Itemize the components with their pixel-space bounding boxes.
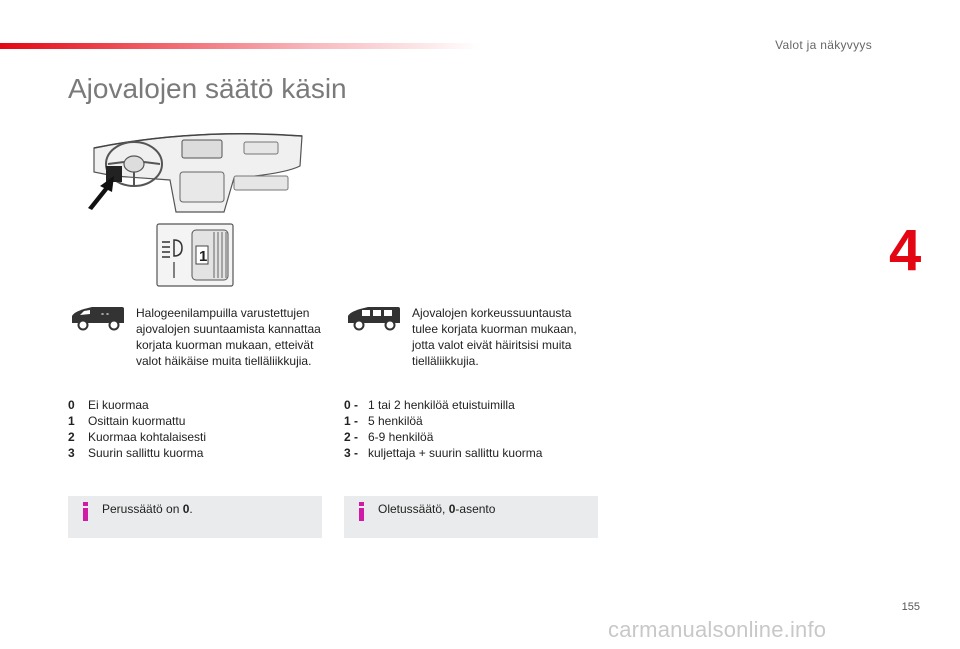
info-text — [378, 502, 495, 516]
watermark: carmanualsonline.info — [608, 617, 827, 642]
page-title: Ajovalojen säätö käsin — [68, 73, 347, 104]
list-key: 3 — [68, 446, 75, 460]
list-key: 1 — [68, 414, 75, 428]
list-text: 6-9 henkilöä — [368, 430, 434, 444]
info-box-factory-setting — [344, 496, 598, 538]
list-item — [344, 413, 542, 429]
load-level-list — [68, 397, 206, 461]
list-item — [68, 397, 206, 413]
list-item — [344, 429, 542, 445]
list-item — [344, 445, 542, 461]
info-icon — [80, 502, 92, 522]
info-icon — [356, 502, 368, 522]
list-item — [68, 413, 206, 429]
list-key: 3 - — [344, 446, 359, 460]
note-line: jotta valot eivät häiritsisi muita — [412, 338, 572, 352]
info-text-prefix: Perussäätö on — [102, 502, 183, 516]
list-item — [68, 445, 206, 461]
list-item — [344, 397, 542, 413]
list-text: Ei kuormaa — [88, 398, 149, 412]
note-line: tulee korjata kuorman mukaan, — [412, 322, 577, 336]
section-title: Valot ja näkyvyys — [775, 38, 872, 52]
info-text-value: 0 — [182, 502, 190, 516]
info-text-prefix: Oletussäätö, — [378, 502, 449, 516]
list-key: 2 — [68, 430, 75, 444]
info-text-suffix: -asento — [455, 502, 496, 516]
info-text-suffix: . — [189, 502, 193, 516]
note-line: ajovalojen suuntaamista kannattaa — [136, 322, 321, 336]
list-text: Kuormaa kohtalaisesti — [88, 430, 207, 444]
note-line: tielläliikkujia. — [412, 354, 479, 368]
list-text: kuljettaja + suurin sallittu kuorma — [368, 446, 543, 460]
page-number: 155 — [901, 601, 920, 613]
occupancy-level-list — [344, 397, 542, 461]
switch-position-label: 1 — [199, 248, 208, 265]
list-item — [68, 429, 206, 445]
list-text: Osittain kuormattu — [88, 414, 186, 428]
list-text: Suurin sallittu kuorma — [88, 446, 204, 460]
info-text-value: 0 — [448, 502, 456, 516]
header-accent-bar — [0, 43, 480, 49]
list-key: 0 — [68, 398, 75, 412]
info-text — [102, 502, 193, 516]
list-key: 1 - — [344, 414, 359, 428]
info-box-default-setting — [68, 496, 322, 538]
note-line: Halogeenilampuilla varustettujen — [136, 306, 310, 320]
passenger-van-icon — [346, 305, 402, 331]
note-line: Ajovalojen korkeussuuntausta — [412, 306, 572, 320]
list-key: 2 - — [344, 430, 359, 444]
note-line: valot häikäise muita tielläliikkujia. — [136, 354, 312, 368]
svg-text:⚬⚬: ⚬⚬ — [100, 312, 111, 318]
headlamp-adjustment-switch-illustration — [156, 222, 236, 288]
list-text: 5 henkilöä — [368, 414, 423, 428]
note-line: korjata kuorman mukaan, etteivät — [136, 338, 314, 352]
chapter-number: 4 — [889, 218, 922, 283]
dashboard-illustration — [84, 126, 306, 218]
list-text: 1 tai 2 henkilöä etuistuimilla — [368, 398, 515, 412]
van-icon — [70, 305, 126, 331]
left-note — [136, 305, 321, 369]
right-note — [412, 305, 577, 369]
list-key: 0 - — [344, 398, 359, 412]
